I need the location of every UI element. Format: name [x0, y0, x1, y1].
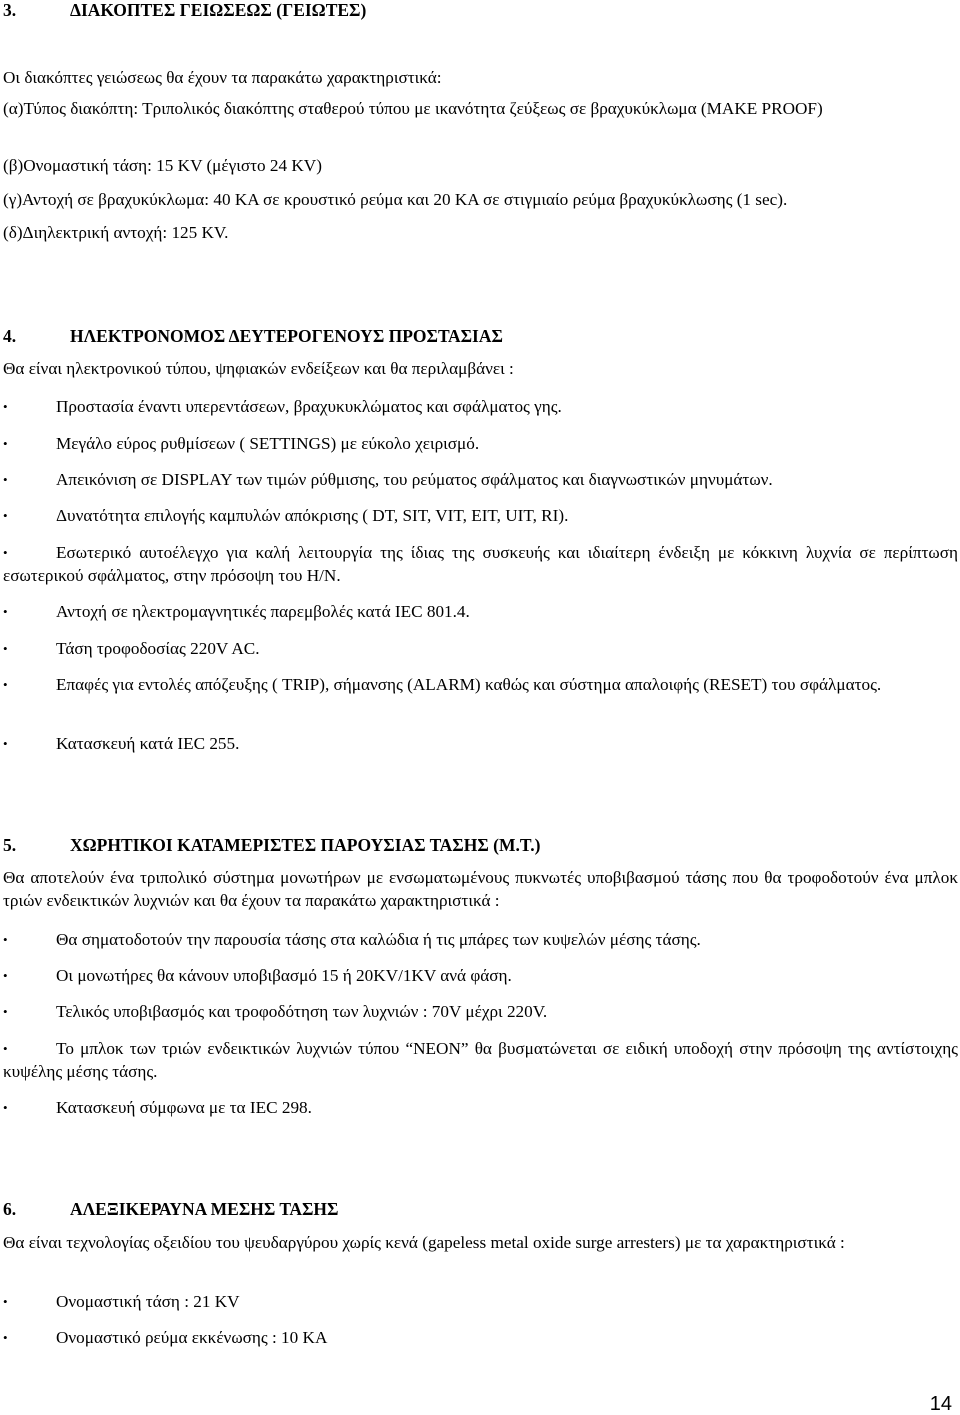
list-item	[3, 601, 958, 624]
section-6-title: ΑΛΕΞΙΚΕΡΑΥΝΑ ΜΕΣΗΣ ΤΑΣΗΣ	[70, 1199, 339, 1219]
list-item	[3, 505, 958, 528]
list-item	[3, 965, 958, 988]
list-item	[3, 674, 958, 697]
list-item	[3, 1001, 958, 1024]
list-item-text: Θα σηματοδοτούν την παρουσία τάσης στα καλώδια ή τις μπάρες των κυψελών μέσης τάσης.	[56, 930, 701, 949]
list-item	[3, 1038, 958, 1083]
list-item-text: Απεικόνιση σε DISPLAY των τιμών ρύθμισης, του ρεύματος σφάλματος και διαγνωστικών μηνυμάτων.	[56, 470, 773, 489]
section-4-number: 4.	[3, 326, 17, 346]
section-3-title: ΔΙΑΚΟΠΤΕΣ ΓΕΙΩΣΕΩΣ (ΓΕΙΩΤΕΣ)	[70, 0, 367, 20]
section-3-number: 3.	[3, 0, 17, 20]
section-3-item-b: (β)Ονομαστική τάση: 15 KV (μέγιστο 24 KV)	[3, 156, 322, 175]
bullet-icon: •	[3, 1294, 8, 1309]
list-item-text: Κατασκευή κατά IEC 255.	[56, 734, 240, 753]
section-3-item-a: (α)Τύπος διακόπτη: Τριπολικός διακόπτης σταθερού τύπου με ικανότητα ζεύξεως σε βραχυκύκλωμα (MAKE PROOF)	[3, 99, 823, 118]
list-item	[3, 733, 958, 756]
bullet-icon: •	[3, 677, 8, 692]
list-item-text: Εσωτερικό αυτοέλεγχο για καλή λειτουργία της ίδιας της συσκευής και ιδιαίτερη ένδειξη με κόκκινη λυχνία σε περίπτωση εσωτερικού σφάλματος, στην πρόσοψη του Η/Ν.	[3, 543, 958, 585]
list-item	[3, 1097, 958, 1120]
section-3-item-c: (γ)Αντοχή σε βραχυκύκλωμα: 40 KA σε κρουστικό ρεύμα και 20 KA σε στιγμιαίο ρεύμα βραχυκύκλωσης (1 sec).	[3, 190, 788, 209]
section-5-heading	[3, 834, 540, 856]
section-5-number: 5.	[3, 835, 17, 855]
section-4-intro: Θα είναι ηλεκτρονικού τύπου, ψηφιακών ενδείξεων και θα περιλαμβάνει :	[3, 359, 514, 378]
list-item-text: Προστασία έναντι υπερεντάσεων, βραχυκυκλώματος και σφάλματος γης.	[56, 397, 562, 416]
list-item-text: Αντοχή σε ηλεκτρομαγνητικές παρεμβολές κατά IEC 801.4.	[56, 602, 470, 621]
section-6-number: 6.	[3, 1199, 17, 1219]
list-item	[3, 396, 958, 419]
list-item	[3, 433, 958, 456]
bullet-icon: •	[3, 436, 8, 451]
bullet-icon: •	[3, 545, 8, 560]
list-item-text: Ονομαστική τάση : 21 KV	[56, 1292, 240, 1311]
bullet-icon: •	[3, 736, 8, 751]
bullet-icon: •	[3, 1041, 8, 1056]
section-6-intro: Θα είναι τεχνολογίας οξειδίου του ψευδαργύρου χωρίς κενά (gapeless metal oxide surge arresters) με τα χαρακτηριστικά :	[3, 1233, 845, 1252]
bullet-icon: •	[3, 508, 8, 523]
bullet-icon: •	[3, 399, 8, 414]
list-item-text: Τελικός υποβιβασμός και τροφοδότηση των λυχνιών : 70V μέχρι 220V.	[56, 1002, 548, 1021]
list-item	[3, 1291, 958, 1314]
list-item-text: Ονομαστικό ρεύμα εκκένωσης : 10 KA	[56, 1328, 328, 1347]
bullet-icon: •	[3, 604, 8, 619]
bullet-icon: •	[3, 1330, 8, 1345]
bullet-icon: •	[3, 1004, 8, 1019]
section-5-title: ΧΩΡΗΤΙΚΟΙ ΚΑΤΑΜΕΡΙΣΤΕΣ ΠΑΡΟΥΣΙΑΣ ΤΑΣΗΣ (Μ.Τ.)	[70, 835, 541, 855]
section-4-heading	[3, 325, 503, 347]
list-item-text: Μεγάλο εύρος ρυθμίσεων ( SETTINGS) με εύκολο χειρισμό.	[56, 434, 480, 453]
page-number: 14	[929, 1393, 952, 1415]
bullet-icon: •	[3, 472, 8, 487]
list-item-text: Το μπλοκ των τριών ενδεικτικών λυχνιών τύπου “NEON” θα βυσματώνεται σε ειδική υποδοχή στην πρόσοψη της αντίστοιχης κυψέλης μέσης τάσης.	[3, 1039, 958, 1081]
list-item	[3, 469, 958, 492]
list-item-text: Επαφές για εντολές απόζευξης ( TRIP), σήμανσης (ALARM) καθώς και σύστημα απαλοιφής (RESET) του σφάλματος.	[56, 675, 882, 694]
bullet-icon: •	[3, 932, 8, 947]
list-item-text: Δυνατότητα επιλογής καμπυλών απόκρισης ( DT, SIT, VIT, EIT, UIT, RI).	[56, 506, 569, 525]
list-item	[3, 638, 958, 661]
list-item	[3, 1327, 958, 1350]
bullet-icon: •	[3, 968, 8, 983]
bullet-icon: •	[3, 641, 8, 656]
list-item	[3, 929, 958, 952]
section-5-intro: Θα αποτελούν ένα τριπολικό σύστημα μονωτήρων με ενσωματωμένους πυκνωτές υποβιβασμού τάσης που θα τροφοδοτούν ένα μπλοκ τριών ενδεικτικών λυχνιών και θα έχουν τα παρακάτω χαρακτηριστικά :	[3, 868, 958, 910]
section-4-title: ΗΛΕΚΤΡΟΝΟΜΟΣ ΔΕΥΤΕΡΟΓΕΝΟΥΣ ΠΡΟΣΤΑΣΙΑΣ	[70, 326, 503, 346]
section-6-heading	[3, 1198, 339, 1220]
section-3-heading	[3, 0, 366, 21]
list-item	[3, 542, 958, 587]
section-3-intro: Οι διακόπτες γειώσεως θα έχουν τα παρακάτω χαρακτηριστικά:	[3, 68, 442, 87]
bullet-icon: •	[3, 1100, 8, 1115]
list-item-text: Οι μονωτήρες θα κάνουν υποβιβασμό 15 ή 20KV/1KV ανά φάση.	[56, 966, 512, 985]
section-3-item-d: (δ)Διηλεκτρική αντοχή: 125 KV.	[3, 223, 229, 242]
list-item-text: Κατασκευή σύμφωνα με τα IEC 298.	[56, 1098, 312, 1117]
list-item-text: Τάση τροφοδοσίας 220V AC.	[56, 639, 260, 658]
